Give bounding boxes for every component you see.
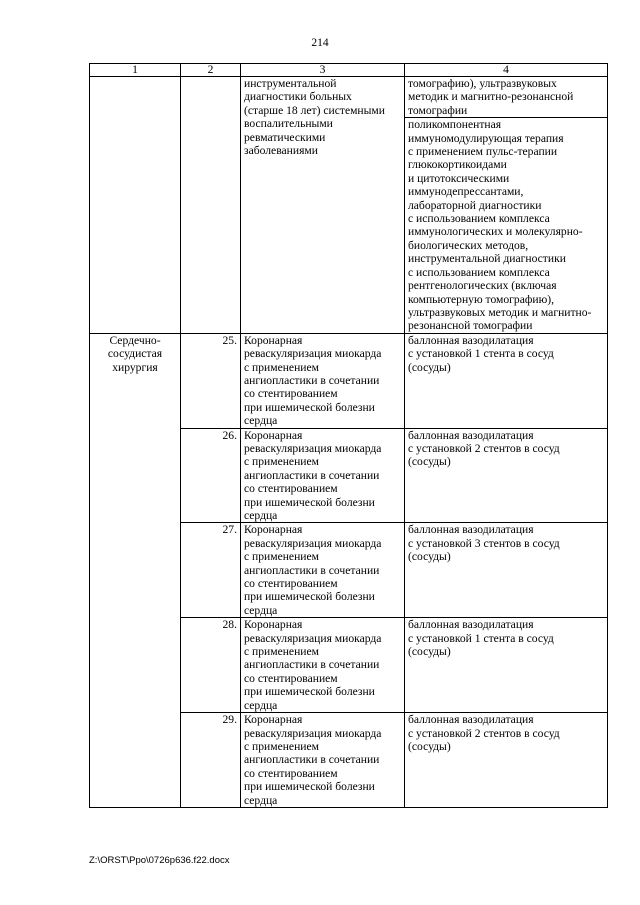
continuation-empty-col1 bbox=[90, 77, 181, 334]
procedure-name: Коронарная реваскуляризация миокарда с применением ангиопластики в сочетании со стентированием при ишемической болезни сердца bbox=[241, 428, 405, 523]
treatment-method: баллонная вазодилатация с установкой 2 стентов в сосуд (сосуды) bbox=[405, 428, 608, 523]
continuation-procedure-name: инструментальной диагностики больных (старше 18 лет) системными воспалительными ревматическими заболеваниями bbox=[241, 77, 405, 334]
treatment-method: баллонная вазодилатация с установкой 1 стента в сосуд (сосуды) bbox=[405, 333, 608, 428]
column-header-2: 2 bbox=[181, 64, 241, 77]
procedure-name: Коронарная реваскуляризация миокарда с применением ангиопластики в сочетании со стентированием при ишемической болезни сердца bbox=[241, 523, 405, 618]
row-number: 28. bbox=[181, 618, 241, 713]
procedures-table bbox=[89, 63, 608, 808]
row-number: 25. bbox=[181, 333, 241, 428]
table-header-row bbox=[90, 64, 608, 77]
page-number: 214 bbox=[311, 37, 329, 49]
column-header-1: 1 bbox=[90, 64, 181, 77]
specialty-cell: Сердечно- сосудистая хирургия bbox=[90, 333, 181, 807]
footer-file-path: Z:\ORST\Ppo\0726p636.f22.docx bbox=[89, 855, 230, 866]
continuation-row bbox=[90, 77, 608, 118]
table-row bbox=[90, 333, 608, 428]
row-number: 29. bbox=[181, 713, 241, 808]
continuation-empty-col2 bbox=[181, 77, 241, 334]
column-header-3: 3 bbox=[241, 64, 405, 77]
treatment-method: баллонная вазодилатация с установкой 1 стента в сосуд (сосуды) bbox=[405, 618, 608, 713]
procedure-name: Коронарная реваскуляризация миокарда с применением ангиопластики в сочетании со стентированием при ишемической болезни сердца bbox=[241, 618, 405, 713]
row-number: 27. bbox=[181, 523, 241, 618]
column-header-4: 4 bbox=[405, 64, 608, 77]
treatment-method: баллонная вазодилатация с установкой 3 стентов в сосуд (сосуды) bbox=[405, 523, 608, 618]
procedure-name: Коронарная реваскуляризация миокарда с применением ангиопластики в сочетании со стентированием при ишемической болезни сердца bbox=[241, 333, 405, 428]
continuation-method-part2: поликомпонентная иммуномодулирующая терапия с применением пульс-терапии глюкокортикоидами и цитотоксическими иммунодепрессантами, лабораторной диагностики с использованием комплекса иммунологических и молекулярно- биологических методов, инструментальной диагностики с использованием комплекса рентгенологических (включая компьютерную томографию), ультразвуковых методик и магнитно- резонансной томографии bbox=[405, 118, 608, 334]
procedure-name: Коронарная реваскуляризация миокарда с применением ангиопластики в сочетании со стентированием при ишемической болезни сердца bbox=[241, 713, 405, 808]
treatment-method: баллонная вазодилатация с установкой 2 стентов в сосуд (сосуды) bbox=[405, 713, 608, 808]
row-number: 26. bbox=[181, 428, 241, 523]
continuation-method-part1: томографию), ультразвуковых методик и магнитно-резонансной томографии bbox=[405, 77, 608, 118]
